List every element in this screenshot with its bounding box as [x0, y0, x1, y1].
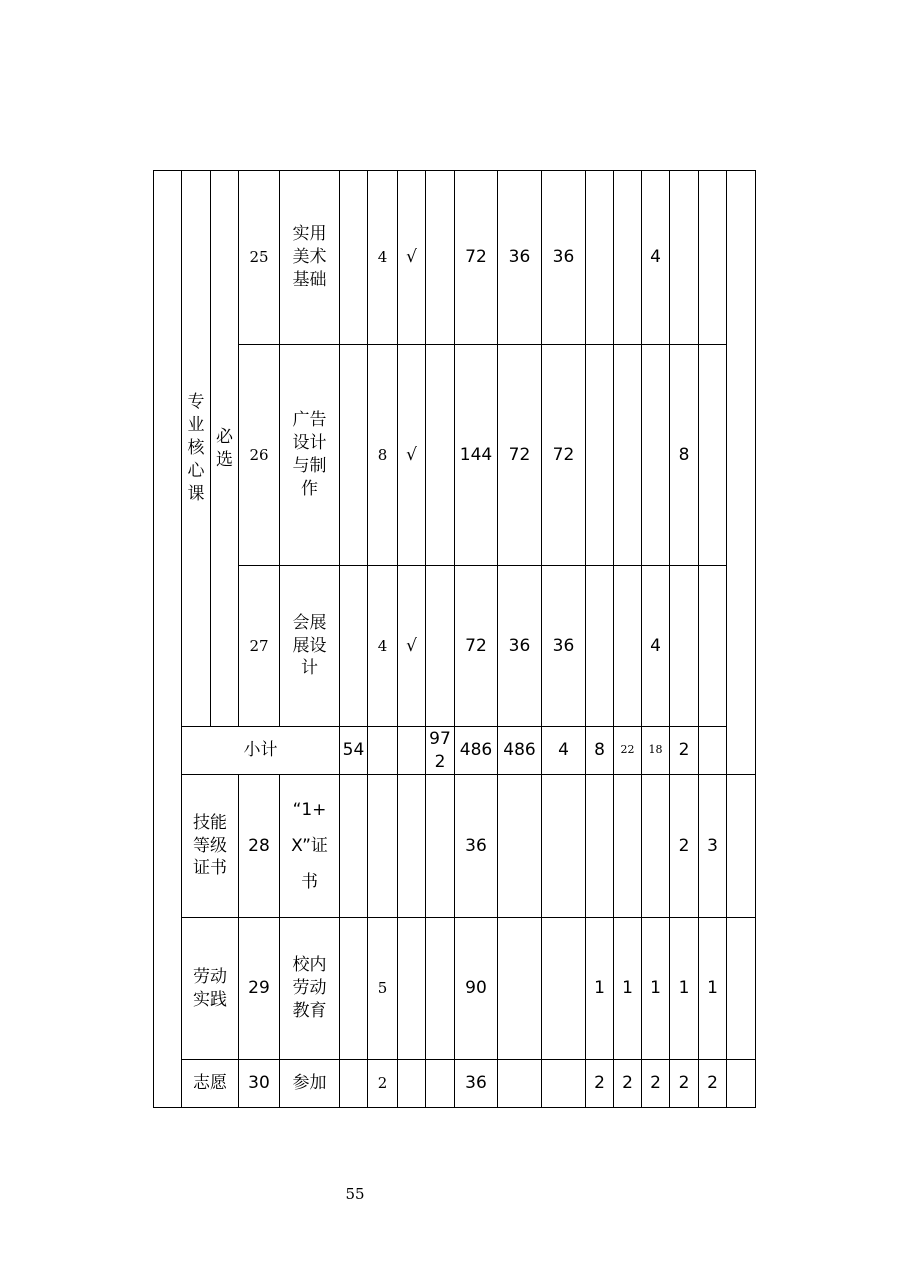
category-cell: 技能 等级 证书 — [182, 775, 239, 918]
empty-cell — [498, 1060, 542, 1108]
empty-cell — [398, 775, 426, 918]
semester-5: 2 — [670, 727, 699, 775]
credit-cell: 4 — [368, 171, 398, 345]
semester-3: 1 — [642, 918, 670, 1060]
semester-4: 1 — [670, 918, 699, 1060]
semester-1: 2 — [586, 1060, 614, 1108]
course-name: 参加 — [280, 1060, 340, 1108]
empty-cell — [542, 1060, 586, 1108]
table-row — [154, 171, 756, 345]
empty-cell — [727, 775, 756, 918]
semester-5 — [699, 171, 727, 345]
semester-1 — [586, 775, 614, 918]
empty-cell — [542, 775, 586, 918]
subtotal-label: 小计 — [182, 727, 340, 775]
course-number: 30 — [239, 1060, 280, 1108]
total-hours: 72 — [455, 171, 498, 345]
course-number: 26 — [239, 345, 280, 566]
empty-cell — [498, 775, 542, 918]
total-hours: 72 — [455, 566, 498, 727]
table-row — [154, 918, 756, 1060]
course-number: 25 — [239, 171, 280, 345]
right-empty-column — [727, 171, 756, 775]
check-cell: √ — [398, 345, 426, 566]
semester-3: 4 — [642, 566, 670, 727]
empty-cell — [498, 918, 542, 1060]
empty-cell — [727, 918, 756, 1060]
practice-hours: 36 — [542, 171, 586, 345]
course-name: 校内 劳动 教育 — [280, 918, 340, 1060]
total-hours: 90 — [455, 918, 498, 1060]
empty-cell — [368, 727, 398, 775]
table-row — [154, 1060, 756, 1108]
page-number: 55 — [345, 1185, 365, 1203]
course-name: “1+ X”证 书 — [280, 775, 340, 918]
semester-1: 1 — [586, 918, 614, 1060]
semester-1 — [586, 566, 614, 727]
subtotal-theory: 486 — [455, 727, 498, 775]
empty-cell — [426, 918, 455, 1060]
total-hours: 36 — [455, 775, 498, 918]
semester-5: 1 — [699, 918, 727, 1060]
empty-cell — [340, 918, 368, 1060]
theory-hours: 36 — [498, 566, 542, 727]
empty-cell — [542, 918, 586, 1060]
empty-cell — [398, 1060, 426, 1108]
category-cell: 劳动 实践 — [182, 918, 239, 1060]
semester-4: 2 — [670, 1060, 699, 1108]
semester-2 — [614, 775, 642, 918]
credit-cell — [368, 775, 398, 918]
subtotal-credit: 54 — [340, 727, 368, 775]
semester-4 — [670, 566, 699, 727]
empty-cell — [340, 171, 368, 345]
empty-cell — [426, 566, 455, 727]
empty-cell — [340, 566, 368, 727]
practice-hours: 72 — [542, 345, 586, 566]
semester-3: 4 — [642, 171, 670, 345]
category-cell: 志愿 — [182, 1060, 239, 1108]
total-hours: 144 — [455, 345, 498, 566]
semester-4: 18 — [642, 727, 670, 775]
practice-hours: 36 — [542, 566, 586, 727]
subtotal-row — [154, 727, 756, 775]
semester-4: 2 — [670, 775, 699, 918]
theory-hours: 72 — [498, 345, 542, 566]
empty-cell — [426, 1060, 455, 1108]
table-row — [154, 775, 756, 918]
empty-cell — [340, 345, 368, 566]
empty-cell — [727, 1060, 756, 1108]
table-row — [154, 345, 756, 566]
empty-cell — [340, 1060, 368, 1108]
course-name: 广告 设计 与制 作 — [280, 345, 340, 566]
semester-3: 2 — [642, 1060, 670, 1108]
check-cell: √ — [398, 566, 426, 727]
semester-1 — [586, 171, 614, 345]
check-cell: √ — [398, 171, 426, 345]
credit-cell: 8 — [368, 345, 398, 566]
course-name: 会展 展设 计 — [280, 566, 340, 727]
semester-3: 22 — [614, 727, 642, 775]
semester-4: 8 — [670, 345, 699, 566]
category-cell: 专 业 核 心 课 — [182, 171, 211, 727]
semester-5: 2 — [699, 1060, 727, 1108]
empty-cell — [340, 775, 368, 918]
semester-4 — [670, 171, 699, 345]
credit-cell: 5 — [368, 918, 398, 1060]
empty-cell — [398, 918, 426, 1060]
semester-2 — [614, 566, 642, 727]
empty-cell — [426, 171, 455, 345]
semester-2 — [614, 345, 642, 566]
semester-3 — [642, 345, 670, 566]
type-cell: 必 选 — [211, 171, 239, 727]
empty-cell — [426, 345, 455, 566]
semester-5 — [699, 345, 727, 566]
semester-2: 8 — [586, 727, 614, 775]
empty-cell — [398, 727, 426, 775]
semester-1 — [586, 345, 614, 566]
course-number: 27 — [239, 566, 280, 727]
subtotal-total: 972 — [426, 727, 455, 775]
course-number: 29 — [239, 918, 280, 1060]
semester-2: 1 — [614, 918, 642, 1060]
subtotal-practice: 486 — [498, 727, 542, 775]
table-row — [154, 566, 756, 727]
credit-cell: 2 — [368, 1060, 398, 1108]
course-plan-table — [153, 170, 756, 1108]
semester-1: 4 — [542, 727, 586, 775]
course-name: 实用 美术 基础 — [280, 171, 340, 345]
semester-5 — [699, 566, 727, 727]
total-hours: 36 — [455, 1060, 498, 1108]
credit-cell: 4 — [368, 566, 398, 727]
semester-3 — [642, 775, 670, 918]
semester-5: 3 — [699, 775, 727, 918]
empty-cell — [426, 775, 455, 918]
theory-hours: 36 — [498, 171, 542, 345]
semester-2 — [614, 171, 642, 345]
course-number: 28 — [239, 775, 280, 918]
left-margin-column — [154, 171, 182, 1108]
semester-2: 2 — [614, 1060, 642, 1108]
